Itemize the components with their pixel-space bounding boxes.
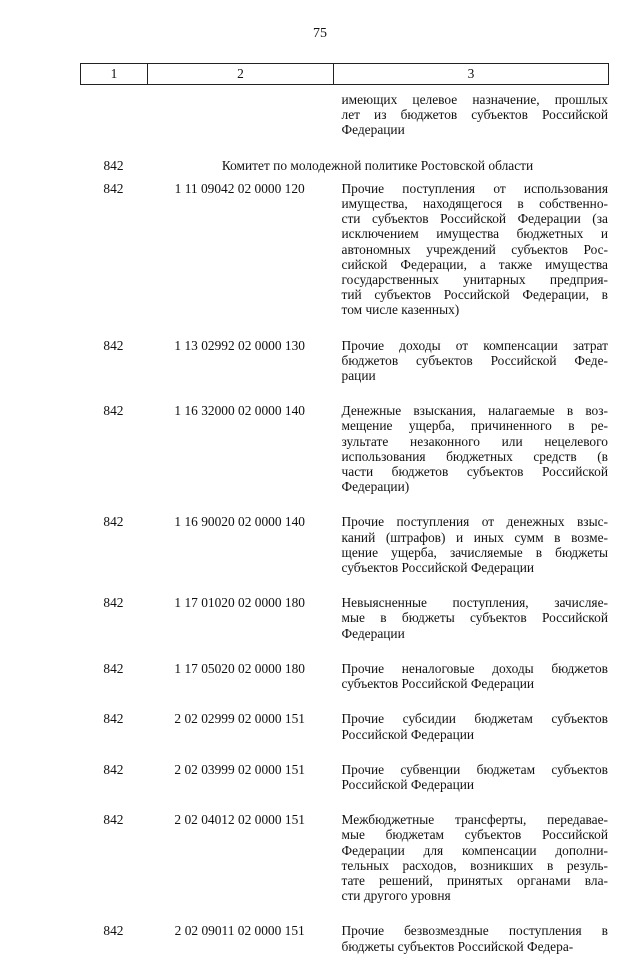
description-line: имущества, находящегося в собственно- [341, 196, 608, 212]
description-line: каний (штрафов) и иных сумм в возме- [341, 529, 608, 545]
description-line: Федерации [341, 122, 405, 138]
budget-classification-code: 2 02 02999 02 0000 151 [174, 711, 305, 727]
description-line: сти субъектов Российской Федерации (за [341, 211, 608, 227]
continuation-text [342, 92, 608, 138]
description-line: Денежные взыскания, налагаемые в воз- [341, 403, 608, 419]
admin-code: 842 [103, 761, 124, 777]
budget-classification-code: 1 17 01020 02 0000 180 [174, 595, 305, 611]
revenue-description [342, 595, 608, 641]
description-line: бюджеты субъектов Российской Федера- [341, 938, 574, 954]
description-line: Межбюджетные трансферты, передавае- [341, 812, 608, 828]
budget-classification-code: 2 02 03999 02 0000 151 [174, 761, 305, 777]
description-line: Прочие субсидии бюджетам субъектов [341, 711, 608, 727]
revenue-description [342, 338, 608, 384]
column-header-3: 3 [334, 64, 609, 85]
budget-classification-code: 1 16 90020 02 0000 140 [174, 514, 305, 530]
table-row [80, 812, 608, 903]
description-line: Прочие поступления от использования [341, 180, 608, 196]
budget-classification-code: 1 13 02992 02 0000 130 [174, 337, 305, 353]
description-line: Российской Федерации [341, 776, 475, 792]
description-line: исключением имущества бюджетных и [341, 226, 608, 242]
description-line: государственных унитарных предприя- [341, 272, 608, 288]
description-line: мые бюджетам субъектов Российской [341, 827, 608, 843]
table-row [80, 514, 608, 575]
admin-code: 842 [103, 180, 124, 196]
description-line: Прочие неналоговые доходы бюджетов [341, 660, 608, 676]
admin-code: 842 [103, 711, 124, 727]
description-line: тате решений, принятых органами вла- [341, 872, 608, 888]
description-line: автономных учреждений субъектов Рос- [341, 241, 608, 257]
admin-code: 842 [103, 660, 124, 676]
page-number: 75 [313, 26, 327, 41]
revenue-description [342, 923, 608, 953]
description-line: зультате незаконного или нецелевого [341, 433, 608, 449]
revenue-description [342, 661, 608, 691]
description-line: субъектов Российской Федерации [341, 560, 535, 576]
description-line: сийской Федерации, а также имущества [341, 256, 608, 272]
description-line: Федерации) [341, 479, 410, 495]
description-line: мещение ущерба, причиненного в ре- [341, 418, 608, 434]
revenue-description [342, 812, 608, 903]
table-row [80, 403, 608, 494]
column-header-2: 2 [148, 64, 334, 85]
admin-code: 842 [103, 812, 124, 828]
description-line: Прочие субвенции бюджетам субъектов [341, 761, 608, 777]
description-line: Прочие безвозмездные поступления в [341, 923, 608, 939]
description-line: рации [341, 368, 376, 384]
description-line: тельных расходов, возникших в резуль- [341, 857, 608, 873]
revenue-description [342, 514, 608, 575]
description-line: том числе казенных) [341, 302, 460, 318]
description-line: бюджетов субъектов Российской Феде- [341, 352, 608, 368]
table-row [80, 595, 608, 641]
description-line: Российской Федерации [341, 726, 475, 742]
budget-classification-code: 1 11 09042 02 0000 120 [174, 180, 305, 196]
admin-code: 842 [103, 514, 124, 530]
budget-classification-code: 1 17 05020 02 0000 180 [174, 660, 305, 676]
description-line: Прочие доходы от компенсации затрат [341, 337, 608, 353]
revenue-description [342, 762, 608, 792]
revenue-description [342, 403, 608, 494]
description-line: щение ущерба, зачисляемые в бюджеты [341, 544, 608, 560]
column-header-1: 1 [81, 64, 148, 85]
description-line: использования бюджетных средств (в [341, 448, 608, 464]
table-row [80, 762, 608, 792]
section-row [80, 158, 608, 173]
table-row [80, 181, 608, 318]
budget-classification-code: 2 02 09011 02 0000 151 [174, 923, 305, 939]
description-line: лет из бюджетов субъектов Российской [341, 107, 608, 123]
description-line: Федерации для компенсации дополни- [341, 842, 608, 858]
admin-code: 842 [103, 337, 124, 353]
description-line: Федерации [341, 625, 405, 641]
table-body [80, 92, 608, 974]
section-code: 842 [103, 157, 124, 173]
description-line: части бюджетов субъектов Российской [341, 464, 608, 480]
admin-code: 842 [103, 595, 124, 611]
table-header [80, 63, 609, 85]
description-line: Прочие поступления от денежных взыс- [341, 514, 608, 530]
continuation-row [80, 92, 608, 138]
description-line: сти другого уровня [341, 888, 451, 904]
description-line: имеющих целевое назначение, прошлых [341, 92, 608, 107]
table-row [80, 711, 608, 741]
table-row [80, 923, 608, 953]
revenue-description [342, 711, 608, 741]
budget-classification-code: 2 02 04012 02 0000 151 [174, 812, 305, 828]
section-title: Комитет по молодежной политике Ростовской области [221, 157, 534, 173]
admin-code: 842 [103, 403, 124, 419]
table-row [80, 338, 608, 384]
revenue-description [342, 181, 608, 318]
admin-code: 842 [103, 923, 124, 939]
description-line: мые в бюджеты субъектов Российской [341, 610, 608, 626]
description-line: субъектов Российской Федерации [341, 676, 535, 692]
budget-classification-code: 1 16 32000 02 0000 140 [174, 403, 305, 419]
description-line: тий субъектов Российской Федерации, в [341, 287, 608, 303]
table-row [80, 661, 608, 691]
description-line: Невыясненные поступления, зачисляе- [341, 595, 608, 611]
